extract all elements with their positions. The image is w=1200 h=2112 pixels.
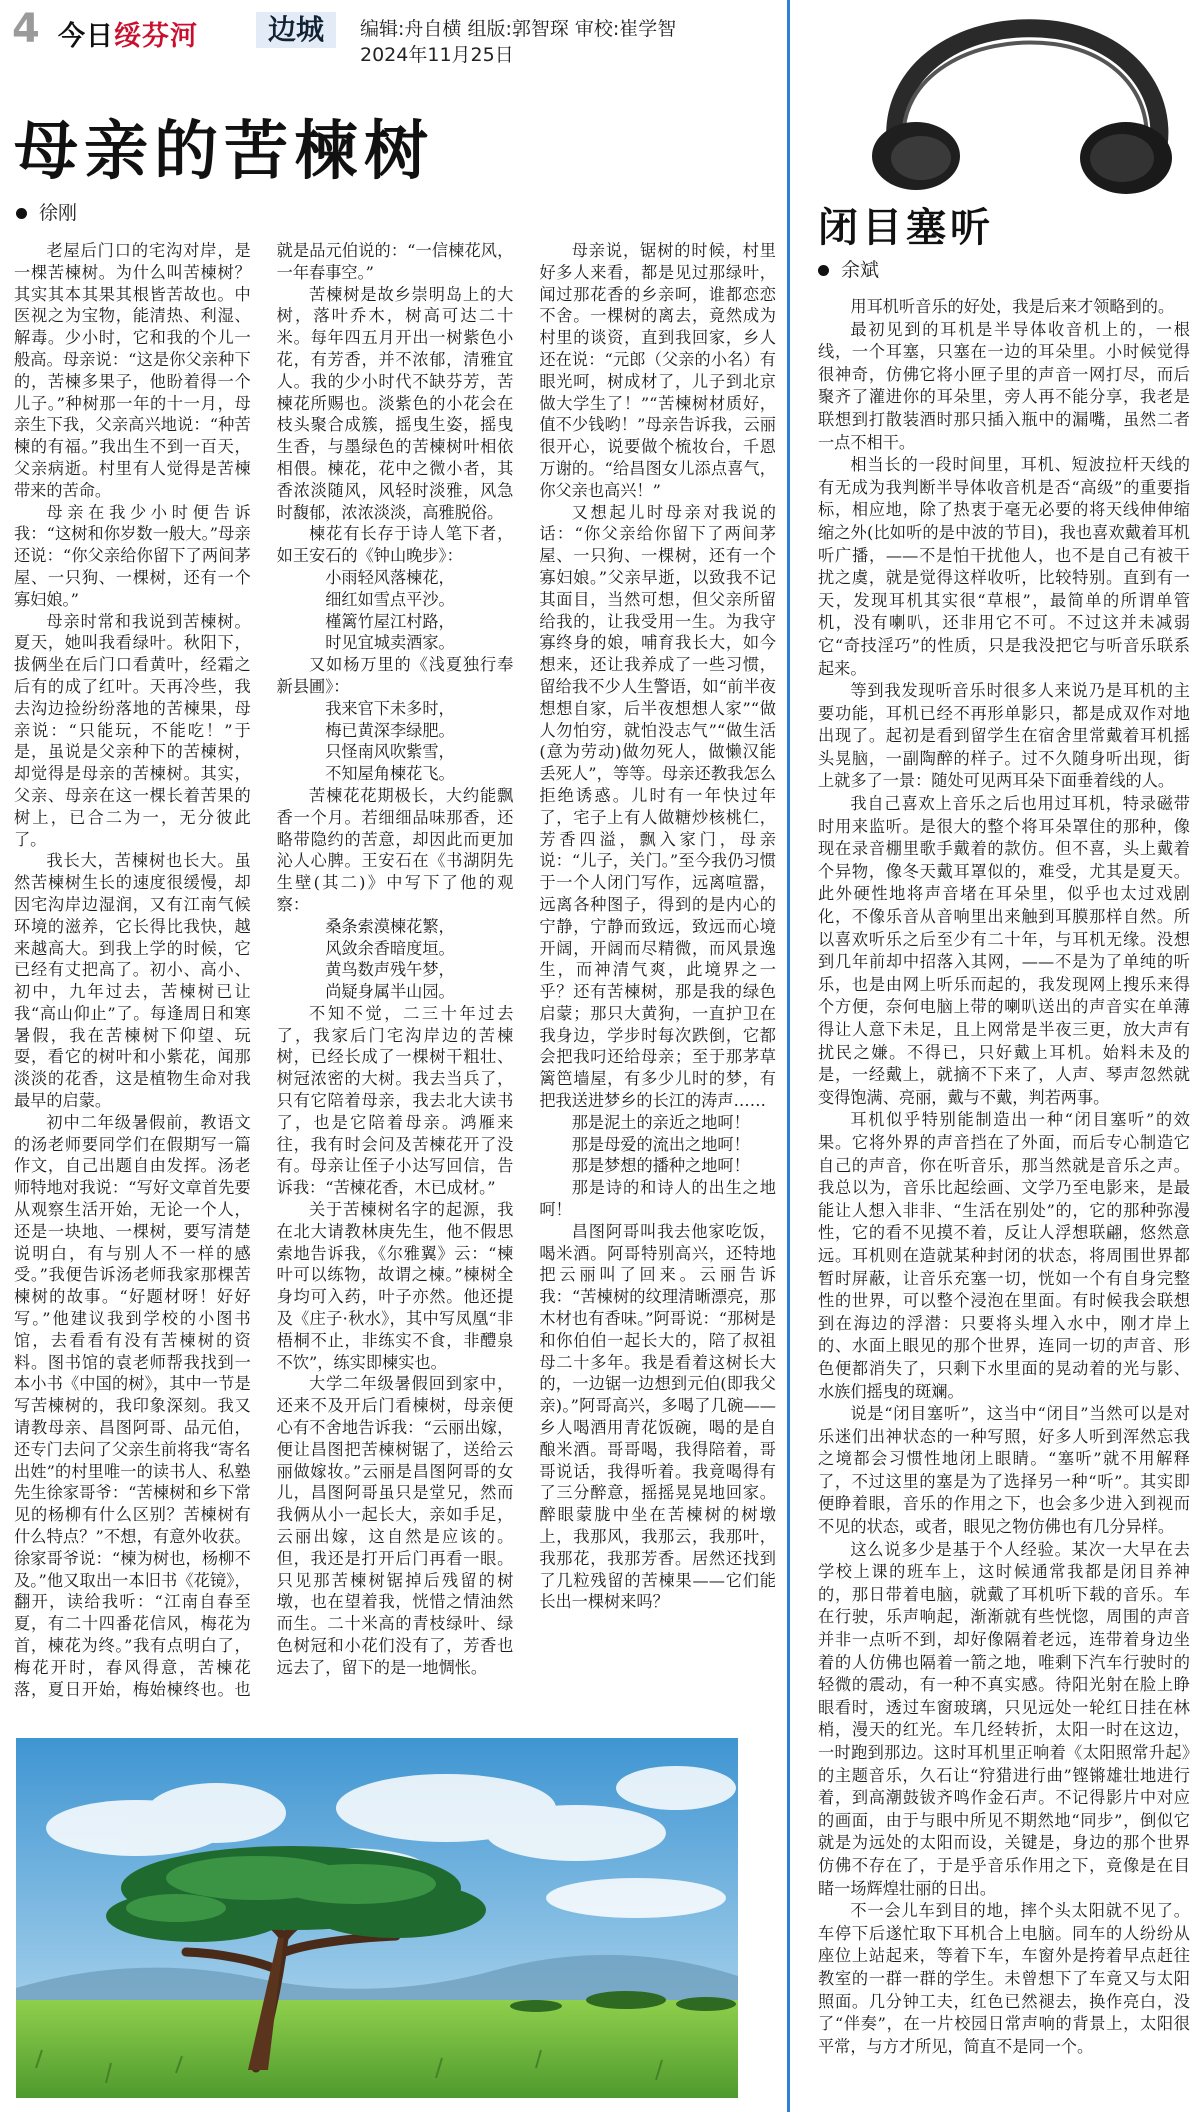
paragraph: 母亲在我少小时便告诉我：“这树和你岁数一般大。”母亲还说：“你父亲给你留下了两间茅屋、一只狗、一棵树，还有一个寡妇娘。”: [14, 502, 251, 609]
paragraph: 又想起儿时母亲对我说的话：“你父亲给你留下了两间茅屋、一只狗、一棵树，还有一个寡妇娘。”父亲早逝，以致我不记其面目，当然可想，但父亲所留给我的，让我受用一生。为我守寡终身的娘，哺育我长大，如今想来，还让我养成了一些习惯，留给我不少人生警语，如“前半夜想想自家，后半夜想想人家”“做人勿怕穷，就怕没志气”“做生活(意为劳动)做勿死人，做懒汉能丢死人”，等等。母亲还教我怎么拒绝诱惑。儿时有一年快过年了，宅子上有人做糖炒核桃仁，芳香四溢，飘入家门，母亲说：“儿子，关门。”至今我仍习惯于一个人闭门写作，远离喧嚣，远离各种图子，得到的是内心的宁静，宁静而致远，致远而心境开阔，开阔而尽精微，而风景逸生，而神清气爽，此境界之一乎？还有苦楝树，那是我的绿色启蒙；那只大黄狗，一直护卫在我身边，学步时每次跌倒，它都会把我叼还给母亲；至于那茅草篱笆墙屋，有多少儿时的梦，有把我送进梦乡的长江的涛声……: [539, 502, 776, 1111]
poem-line: 梅已黄深李绿肥。: [325, 720, 455, 740]
paragraph: 老屋后门口的宅沟对岸，是一棵苦楝树。为什么叫苦楝树？其实其本其果其根皆苦故也。中医视之为宝物，能清热、利湿、解毒。少小时，它和我的个儿一般高。母亲说：“这是你父亲种下的，苦楝多果子，他盼着得一个儿子。”种树那一年的十一月，母亲生下我，父亲高兴地说：“种苦楝的有福。”我出生不到一百天，父亲病逝。村里有人觉得是苦楝带来的苦命。: [14, 241, 251, 500]
paragraph: 苦楝树是故乡崇明岛上的大树，落叶乔木，树高可达二十米。每年四五月开出一树紫色小花，有芳香，并不浓郁，清雅宜人。我的少小时代不缺芬芳，苦楝花所赐也。淡紫色的小花会在枝头聚合成簇，摇曳生姿，摇曳生香，与墨绿色的苦楝树叶相依相偎。楝花，花中之微小者，其香浓淡随风，风轻时淡雅，风急时馥郁，浓浓淡淡，高雅脱俗。: [276, 284, 514, 522]
paragraph: 母亲说，锯树的时候，村里好多人来看，都是见过那绿叶，闻过那花香的乡亲呵，谁都恋恋不舍。一棵树的离去，竟然成为村里的谈资，直到我回家，乡人还在说：“元郎（父亲的小名）有眼光呵，树成材了，儿子到北京做大学生了！”“苦楝树材质好，值不少钱哟！”母亲告诉我，云丽很开心，说要做个梳妆台，千恩万谢的。“给昌图女儿添点喜气，你父亲也高兴！”: [539, 241, 776, 500]
article-body-2: [818, 296, 1190, 2108]
bullet-icon: [16, 208, 27, 219]
poem-line: 黄鸟数声残午梦，: [325, 960, 455, 980]
paragraph: 我长大，苦楝树也长大。虽然苦楝树生长的速度很缓慢，却因宅沟岸边湿润，又有江南气候环境的滋养，它长得比我快，越来越高大。到我上学的时候，它已经有丈把高了。初小、高小、初中，九年过去，苦楝树已让我“高山仰止”了。每逢周日和寒暑假，我在苦楝树下仰望、玩耍，看它的树叶和小紫花，闻那淡淡的花香，这是植物生命对我最早的启蒙。: [14, 851, 251, 1111]
paragraph: 最初见到的耳机是半导体收音机上的，一根线，一个耳塞，只塞在一边的耳朵里。小时候觉得很神奇，仿佛它将小匣子里的声音一网打尽，而后聚齐了灌进你的耳朵里，旁人再不能分享，我老是联想到打散装酒时那只插入瓶中的漏嘴，虽然二者一点不相干。: [818, 319, 1190, 452]
paragraph: 昌图阿哥叫我去他家吃饭，喝米酒。阿哥特别高兴，还特地把云丽叫了回来。云丽告诉我：“苦楝树的纹理清晰漂亮，那木材也有香味。”阿哥说：“那树是和你伯伯一起长大的，陪了叔祖母二十多年。我是看着这树长大的，一边锯一边想到元伯(即我父亲)。”阿哥高兴，多喝了几碗——乡人喝酒用青花饭碗，喝的是自酿米酒。哥哥喝，我得陪着，哥哥说话，我得听着。我竟喝得有了三分醉意，摇摇晃晃地回家。醉眼蒙胧中坐在苦楝树的树墩上，我那风，我那云，我那叶，我那花，我那芳香。居然还找到了几粒残留的苦楝果——它们能长出一棵树来吗？: [539, 1221, 776, 1612]
poem-line: 只怪南风吹紫雪，: [325, 742, 455, 762]
paragraph: 耳机似乎特别能制造出一种“闭目塞听”的效果。它将外界的声音挡在了外面，而后专心制造它自己的声音，你在听音乐，那当然就是音乐之声。我总以为，音乐比起绘画、文学乃至电影来，是最能让人想入非非、“生活在别处”的，它的那种弥漫性，它的看不见摸不着，反让人浮想联翩，悠然意远。耳机则在造就某种封闭的状态，将周围世界都暂时屏蔽，让音乐充塞一切，恍如一个有自身完整性的世界，可以整个浸泡在里面。有时候我会联想到在海边的浮潜：只要将头埋入水中，刚才岸上的、水面上眼见的那个世界，连同一切的声音、形色便都消失了，只剩下水里面的晃动着的光与影、水族们摇曳的斑斓。: [818, 1110, 1190, 1401]
paragraph: 用耳机听音乐的好处，我是后来才领略到的。: [850, 297, 1175, 316]
article-author-2: [818, 255, 879, 282]
paragraph: 那是母爱的流出之地呵！: [571, 1134, 750, 1154]
paragraph: 我自己喜欢上音乐之后也用过耳机，特录磁带时用来监听。是很大的整个将耳朵罩住的那种，像现在录音棚里歌手戴着的款仿。但不喜，头上戴着个异物，像冬天戴耳罩似的，难受，尤其是夏天。此外硬性地将声音堵在耳朵里，似乎也太过戏剧化，不像乐音从音响里出来触到耳膜那样自然。所以喜欢听乐之后至少有二十年，与耳机无缘。没想到几年前却中招落入其网，——不是为了单纯的听乐，也是由网上听乐而起的，我发现网上搜乐来得个方便，奈何电脑上带的喇叭送出的声音实在单薄得让人意下未足，且上网常是半夜三更，放大声有扰民之嫌。不得已，只好戴上耳机。始料未及的是，一经戴上，就摘不下来了，人声、琴声忽然就变得饱满、亮丽，戴与不戴，判若两事。: [818, 794, 1190, 1107]
paragraph: 那是泥土的亲近之地呵！: [571, 1112, 750, 1132]
paragraph: 相当长的一段时间里，耳机、短波拉杆天线的有无成为我判断半导体收音机是否“高级”的重要指标，相应地，除了热衷于毫无必要的将天线伸伸缩缩之外(比如听的是中波的节目)，我也喜欢戴着耳机听广播，——不是怕干扰他人，也不是自己有被干扰之虞，就是觉得这样收听，比较特别。直到有一天，发现耳机其实很“草根”，最简单的所谓单管机，没有喇叭，还非用它不可。不过这并未减弱它“奇技淫巧”的性质，只是我没把它与听音乐联系起来。: [818, 455, 1190, 678]
paragraph: 这么说多少是基于个人经验。某次一大早在去学校上课的班车上，这时候通常我都是闭目养神的，那日带着电脑，就戴了耳机听下载的音乐。车在行驶，乐声响起，渐渐就有些恍惚，周围的声音并非一点听不到，却好像隔着老远，连带着身边坐着的人仿佛也隔着一箭之地，唯剩下汽车行驶时的轻微的震动，有一种不真实感。待阳光射在脸上睁眼看时，透过车窗玻璃，只见远处一轮红日挂在林梢，漫天的红光。车几经转折，太阳一时在这边，一时跑到那边。这时耳机里正响着《太阳照常升起》的主题音乐，久石让“狩猎进行曲”铿锵雄壮地进行着，到高潮鼓钹齐鸣作金石声。不记得影片中对应的画面，由于与眼中所见不期然地“同步”，倒似它就是为远处的太阳而设，关键是，身边的那个世界仿佛不存在了，于是乎音乐作用之下，竟像是在目睹一场辉煌壮丽的日出。: [818, 1539, 1190, 1898]
bullet-icon: [818, 265, 829, 276]
paragraph: 母亲时常和我说到苦楝树。夏天，她叫我看绿叶。秋阳下，拔俩坐在后门口看黄叶，经霜之后有的成了红叶。天再冷些，我去沟边捡纷纷落地的苦楝果，母亲说：“只能玩，不能吃！”于是，虽说是父亲种下的苦楝树，却觉得是母亲的苦楝树。其实，父亲、母亲在这一棵长着苦果的树上，已合二为一，无分彼此了。: [14, 611, 251, 849]
article-title-2: 闭目塞听: [818, 204, 994, 251]
poem-line: 槿篱竹屋江村路，: [325, 611, 455, 631]
tree-landscape-illustration: [16, 1738, 738, 2098]
author-name: 徐刚: [39, 202, 78, 224]
article-title: 母亲的苦楝树: [14, 114, 434, 189]
paragraph: 又如杨万里的《浅夏独行奉新县圃》：: [276, 655, 514, 696]
poem-line: 我来官下未多时，: [325, 698, 455, 718]
article-body: [14, 240, 776, 1720]
paragraph: 不知不觉，二三十年过去了，我家后门宅沟岸边的苦楝树，已经长成了一棵树干粗壮、树冠浓密的大树。我去当兵了，只有它陪着母亲，我去北大读书了，也是它陪着母亲。鸿雁来往，我有时会问及苦楝花开了没有。母亲让侄子小达写回信，告诉我：“苦楝花香，木已成材。”: [276, 1003, 514, 1198]
poem-line: 小雨轻风落楝花，: [325, 567, 455, 587]
paragraph: 大学二年级暑假回到家中，还来不及开后门看楝树，母亲便心有不舍地告诉我：“云丽出嫁，便让昌图把苦楝树锯了，送给云丽做嫁妆。”云丽是昌图阿哥的女儿，昌图阿哥虽只是堂兄，然而我俩从小一起长大，亲如手足，云丽出嫁，这自然是应该的。但，我还是打开后门再看一眼。只见那苦楝树锯掉后残留的树墩，也在望着我，恍惜之情油然而生。二十米高的青枝绿叶、绿色树冠和小花们没有了，芳香也远去了，留下的是一地惆怅。: [276, 1374, 514, 1677]
poem-line: 时见宜城卖酒家。: [325, 633, 455, 653]
editor-credits: 编辑:舟自横 组版:郭智琛 审校:崔学智: [360, 18, 677, 40]
brand-name: 绥芬河: [114, 21, 198, 52]
author-name-2: 余斌: [841, 259, 880, 281]
paragraph: 不一会儿车到目的地，摔个头太阳就不见了。车停下后遂忙取下耳机合上电脑。同车的人纷纷从座位上站起来，等着下车，车窗外是挎着早点赶往教室的一群一群的学生。未曾想下了车竟又与太阳照面。几分钟工夫，红色已然褪去，换作亮白，没了“伴奏”，在一片校园日常声响的背景上，太阳很平常，与方才所见，简直不是同一个。: [818, 1901, 1190, 2056]
article-author: [16, 198, 77, 225]
paragraph: 苦楝花花期极长，大约能飘香一个月。若细细品味那香，还略带隐约的苦意，却因此而更加沁人心脾。王安石在《书湖阴先生壁(其二)》中写下了他的观察：: [276, 785, 514, 914]
paragraph: 说是“闭目塞听”，这当中“闭目”当然可以是对乐迷们出神状态的一种写照，好多人听到浑然忘我之境都会习惯性地闭上眼睛。“塞听”就不用解释了，不过这里的塞是为了选择另一种“听”。其实即便睁着眼，音乐的作用之下，也会多少进入到视而不见的状态，或者，眼见之物仿佛也有几分异样。: [818, 1404, 1190, 1537]
poem-line: 不知屋角楝花飞。: [325, 764, 455, 784]
page-header: [0, 0, 790, 70]
paragraph: 那是诗的和诗人的出生之地呵！: [539, 1178, 776, 1220]
issue-date: 2024年11月25日: [360, 44, 514, 66]
poem-line: 桑条索漠楝花繁，: [325, 916, 455, 936]
poem-line: 风敛余香暗度垣。: [325, 938, 455, 958]
poem-line: 细红如雪点平沙。: [325, 589, 455, 609]
section-label: 边城: [256, 12, 336, 48]
headphones-photo: [826, 8, 1192, 194]
page-number: 4: [12, 6, 40, 52]
paragraph: 那是梦想的播种之地呵！: [571, 1156, 750, 1176]
paragraph: 等到我发现听音乐时很多人来说乃是耳机的主要功能，耳机已经不再形单影只，都是成双作对地出现了。起初是看到留学生在宿舍里常戴着耳机摇头晃脑，一副陶醉的样子。过不久随身听出现，街上就多了一景：随处可见两耳朵下面垂着线的人。: [818, 681, 1190, 791]
brand-prefix: 今日: [58, 21, 114, 52]
paragraph: 关于苦楝树名字的起源，我在北大请教林庚先生，他不假思索地告诉我，《尔雅翼》云：“楝叶可以练物，故谓之楝。”楝树全身均可入药，叶子亦然。他还提及《庄子·秋水》，其中写凤凰“非梧桐不止，非练实不食，非醴泉不饮”，练实即楝实也。: [276, 1200, 514, 1372]
paragraph: 初中二年级暑假前，教语文的汤老师要同学们在假期写一篇作文，自己出题自由发挥。汤老师特地对我说：“写好文章首先要从观察生活开始，无论一个人，还是一块地、一棵树，要写清楚说明白，有与别人不一样的感受。”我便告诉汤老师我家那棵苦楝树的故事。“好题材呀！好好写。”他建议我到学校的小图书馆，去看看有没有苦楝树的资料。图书馆的袁老师帮我找到一本小书《中国的树》，其中一节是写苦楝树的，我印象深刻。我又请教母亲、昌图阿哥、品元伯，还专门去问了父亲生前将我“寄名出姓”的村里唯一的读书人、私塾先生徐家哥爷：“苦楝树和乡下常见的杨柳有什么区别？苦楝树有什么特点？”不想，有意外收获。徐家哥爷说：“楝为树也，杨柳不及。”他又取出一本旧书《花镜》，翻开，读给我听：“江南自春至夏，有二十四番花信风，梅花为首，楝花为终。”我有点明白了，梅花开时，春风得意，苦楝花落，夏日开始，梅始楝终也。也就是品元伯说的：“一信楝花风，一年春事空。”: [14, 241, 514, 1699]
paragraph: 楝花有长存于诗人笔下者，如王安石的《钟山晚步》：: [276, 524, 514, 566]
column-divider: [787, 0, 790, 2112]
newspaper-brand: [58, 14, 198, 53]
poem-line: 尚疑身属半山园。: [325, 982, 455, 1002]
